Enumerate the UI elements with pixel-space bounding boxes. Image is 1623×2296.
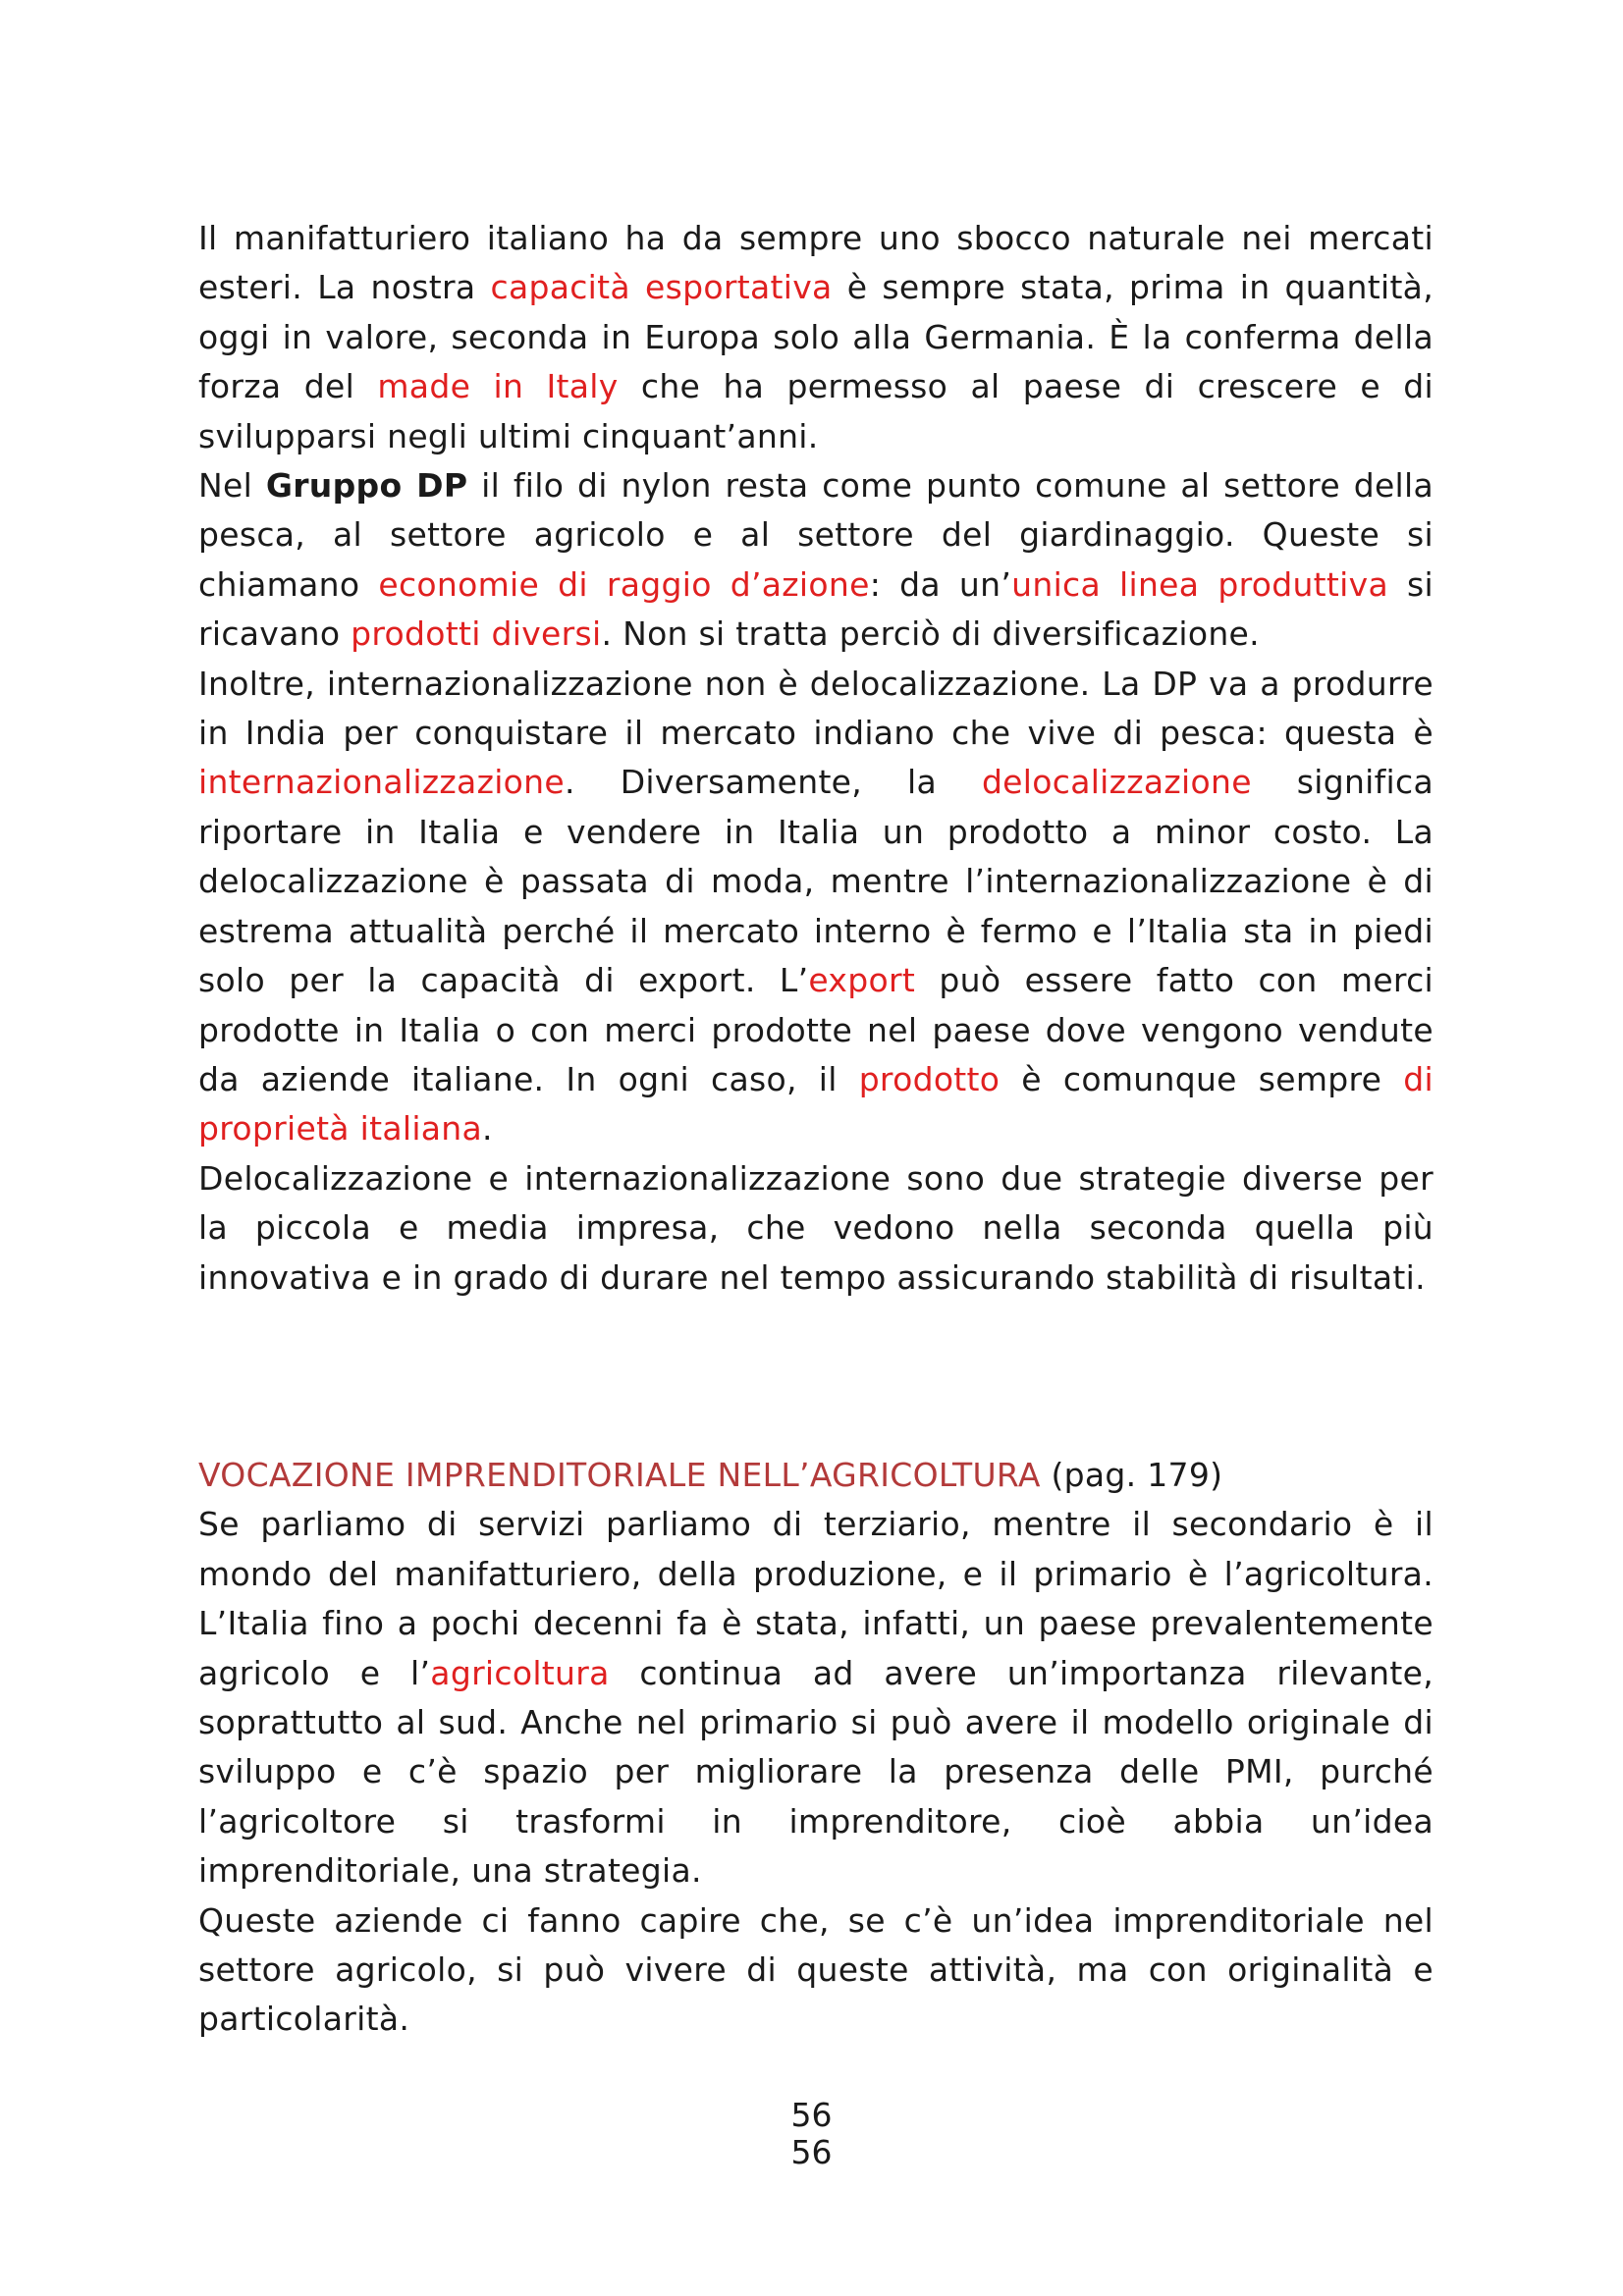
section-spacer: [198, 1303, 1434, 1451]
paragraph-export: [198, 214, 1434, 461]
text-run: . Non si tratta perciò di diversificazione.: [601, 614, 1260, 654]
text-run: Inoltre, internazionalizzazione non è delocalizzazione. La DP va a produrre in India per conquistare il mercato indiano che vive di pesca: questa è: [198, 664, 1434, 753]
paragraph-agricoltura: [198, 1500, 1434, 1896]
page-number: 56: [790, 2096, 833, 2134]
highlight-made-in-italy: made in Italy: [377, 367, 619, 406]
text-run: : da un’: [869, 564, 1012, 604]
section-heading-page-ref: (pag. 179): [1040, 1455, 1223, 1494]
highlight-export: export: [808, 961, 916, 1000]
body-text: [198, 214, 1434, 2045]
text-run: si ricavano: [198, 564, 1434, 654]
text-run: che ha permesso al paese di crescere e di svilupparsi negli ultimi cinquant’anni.: [198, 367, 1434, 455]
paragraph-internazionalizzazione: [198, 660, 1434, 1154]
highlight-prodotti-diversi: prodotti diversi: [351, 614, 602, 654]
page-number-duplicate: 56: [790, 2133, 833, 2171]
section-heading-title: VOCAZIONE IMPRENDITORIALE NELL’AGRICOLTURA: [198, 1455, 1041, 1494]
text-run: continua ad avere un’importanza rilevante, soprattutto al sud. Anche nel primario si può avere il modello originale di sviluppo e c’è spazio per migliorare la presenza delle PMI, purché l’agricoltore si trasformi in imprenditore, cioè abbia un’idea imprenditoriale, una strategia.: [198, 1653, 1434, 1891]
text-run: significa riportare in Italia e vendere in Italia un prodotto a minor costo. La delocalizzazione è passata di moda, mentre l’internazionalizzazione è di estrema attualità perché il mercato interno è fermo e l’Italia sta in piedi solo per la capacità di export. L’: [198, 763, 1434, 1000]
highlight-agricoltura: agricoltura: [430, 1653, 610, 1692]
text-run: Queste aziende ci fanno capire che, se c’è un’idea imprenditoriale nel settore agricolo, si può vivere di queste attività, ma con originalità e particolarità.: [198, 1900, 1434, 2039]
highlight-internazionalizzazione: internazionalizzazione: [198, 763, 565, 802]
highlight-prodotto: prodotto: [858, 1059, 1001, 1098]
paragraph-gruppo-dp: [198, 461, 1434, 660]
text-run: Delocalizzazione e internazionalizzazione sono due strategie diverse per la piccola e media impresa, che vedono nella seconda quella più innovativa e in grado di durare nel tempo assicurando stabilità di risultati.: [198, 1158, 1434, 1297]
highlight-unica-linea-produttiva: unica linea produttiva: [1011, 564, 1388, 604]
paragraph-aziende: [198, 1896, 1434, 2045]
text-run: può essere fatto con merci prodotte in Italia o con merci prodotte nel paese dove vengono vendute da aziende italiane. In ogni caso, il: [198, 961, 1434, 1098]
text-run: Se parliamo di servizi parliamo di terziario, mentre il secondario è il mondo del manifatturiero, della produzione, e il primario è l’agricoltura. L’Italia fino a pochi decenni fa è stata, infatti, un paese prevalentemente agricolo e l’: [198, 1505, 1434, 1692]
text-run: il filo di nylon resta come punto comune al settore della pesca, al settore agricolo e al settore del giardinaggio. Queste si chiamano: [198, 466, 1434, 604]
text-run: è comunque sempre: [1000, 1059, 1404, 1098]
text-run: Nel: [198, 466, 266, 506]
text-run: è sempre stata, prima in quantità, oggi in valore, seconda in Europa solo alla Germania. È la conferma della forza del: [198, 268, 1434, 406]
highlight-capacita-esportativa: capacità esportativa: [490, 268, 833, 307]
text-run: . Diversamente, la: [564, 763, 982, 802]
text-run: .: [482, 1109, 493, 1148]
section-heading: [198, 1451, 1434, 1500]
highlight-proprieta-italiana: di proprietà italiana: [198, 1059, 1434, 1148]
text-run: Il manifatturiero italiano ha da sempre uno sbocco naturale nei mercati esteri. La nostra: [198, 219, 1434, 307]
highlight-economie-raggio-azione: economie di raggio d’azione: [378, 564, 870, 604]
paragraph-strategie: [198, 1154, 1434, 1303]
bold-gruppo-dp: Gruppo DP: [265, 466, 468, 506]
highlight-delocalizzazione: delocalizzazione: [981, 763, 1252, 802]
